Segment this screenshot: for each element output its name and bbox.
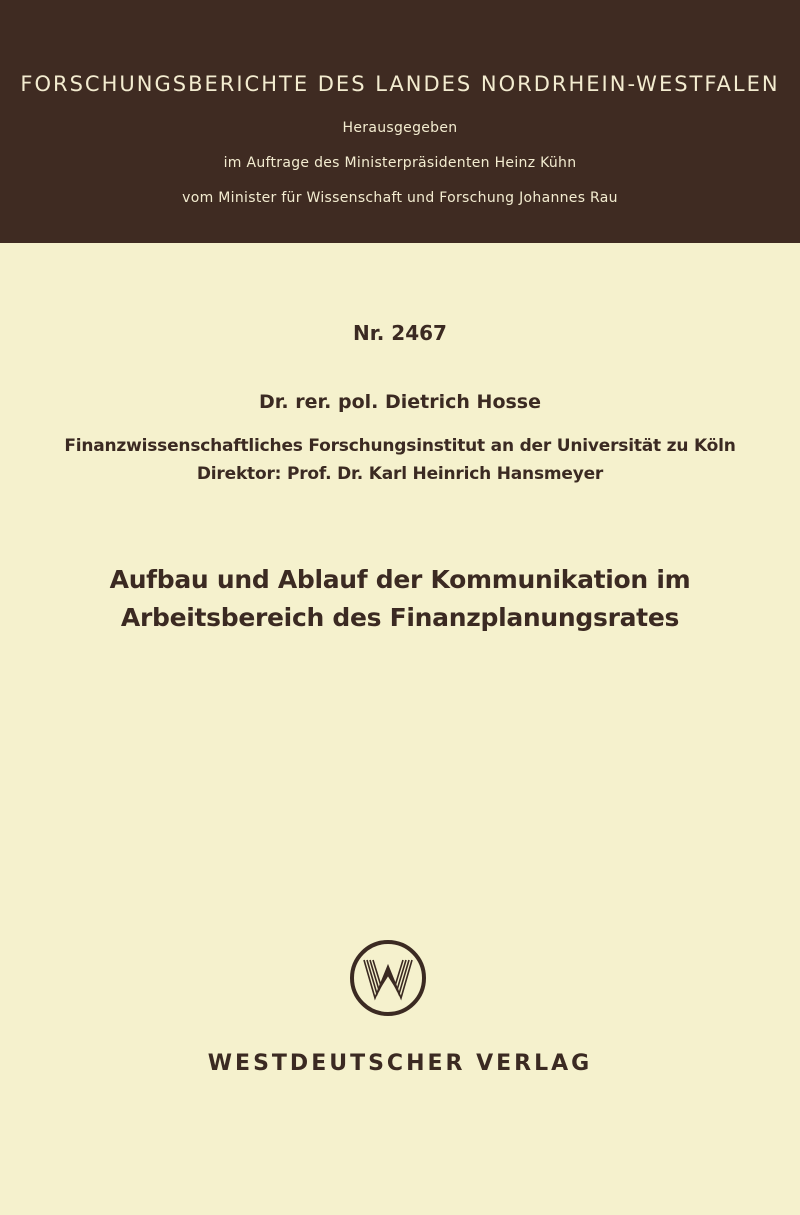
author-name: Dr. rer. pol. Dietrich Hosse <box>258 391 541 413</box>
book-title-line-2: Arbeitsbereich des Finanzplanungsrates <box>120 603 680 632</box>
publisher-name: WESTDEUTSCHER VERLAG <box>207 1051 593 1076</box>
institute-name: Finanzwissenschaftliches Forschungsinstitut an der Universität zu Köln <box>64 436 736 456</box>
report-number: Nr. 2467 <box>353 321 447 345</box>
director-line: Direktor: Prof. Dr. Karl Heinrich Hansmeyer <box>196 464 604 484</box>
header-band <box>0 0 800 243</box>
header-line-minister: vom Minister für Wissenschaft und Forschung Johannes Rau <box>182 190 618 206</box>
header-line-publisher-note: Herausgegeben <box>342 120 458 136</box>
book-title-line-1: Aufbau und Ablauf der Kommunikation im <box>109 565 691 594</box>
westdeutscher-verlag-logo-icon <box>348 938 428 1018</box>
header-line-commissioned-by: im Auftrage des Ministerpräsidenten Heinz Kühn <box>223 155 577 171</box>
series-title: FORSCHUNGSBERICHTE DES LANDES NORDRHEIN-WESTFALEN <box>20 72 780 96</box>
